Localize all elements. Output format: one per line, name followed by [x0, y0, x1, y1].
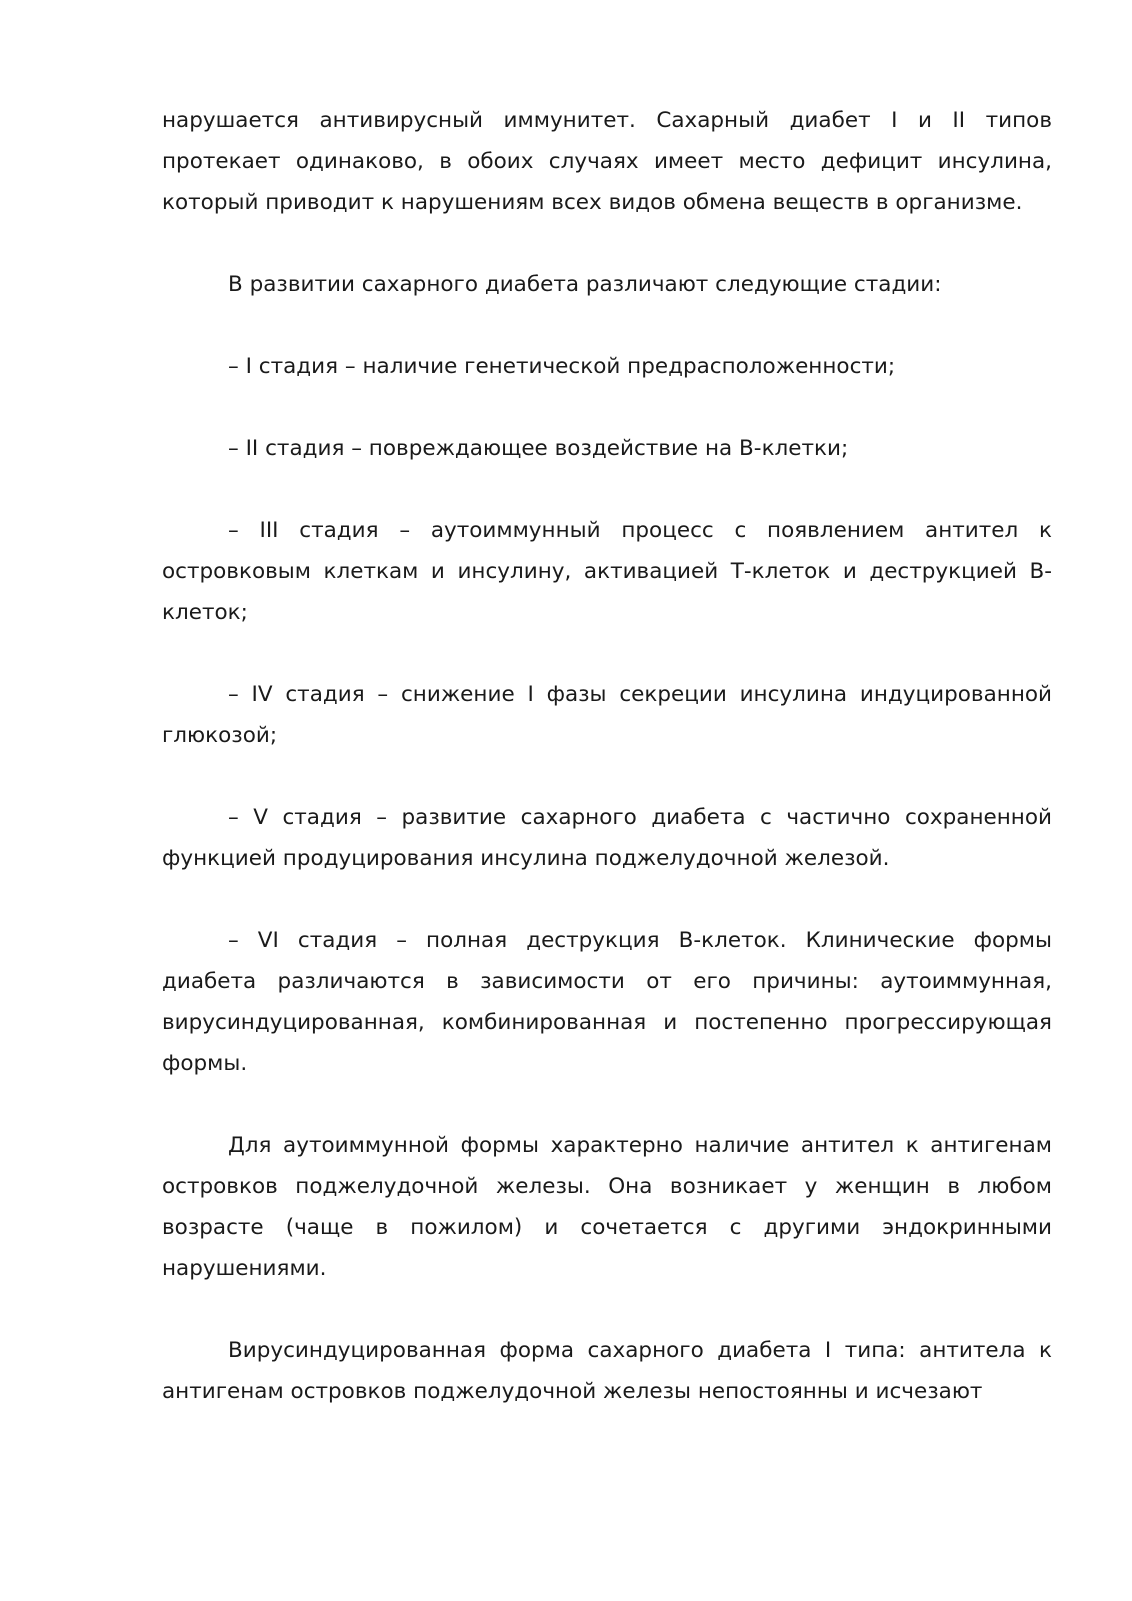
paragraph-autoimmune-form: Для аутоиммунной формы характерно наличие антител к антигенам островков поджелудочной железы. Она возникает у женщин в любом возрасте (чаще в пожилом) и сочетается с другими эндокринными нарушениями. [162, 1133, 1052, 1281]
paragraph-continuation: нарушается антивирусный иммунитет. Сахарный диабет I и II типов протекает одинаково, в обоих случаях имеет место дефицит инсулина, который приводит к нарушениям всех видов обмена веществ в организме. [162, 108, 1052, 215]
paragraph-stage-6: – VI стадия – полная деструкция В-клеток. Клинические формы диабета различаются в зависимости от его причины: аутоиммунная, вирусиндуцированная, комбинированная и постепенно прогрессирующая формы. [162, 928, 1052, 1076]
paragraph-stage-5: – V стадия – развитие сахарного диабета с частично сохраненной функцией продуцирования инсулина поджелудочной железой. [162, 805, 1052, 871]
paragraph-stages-intro: В развитии сахарного диабета различают следующие стадии: [228, 272, 942, 297]
paragraph-stage-1: – I стадия – наличие генетической предрасположенности; [228, 354, 896, 379]
paragraph-stage-3: – III стадия – аутоиммунный процесс с появлением антител к островковым клеткам и инсулину, активацией Т-клеток и деструкцией В-клеток; [162, 518, 1052, 625]
paragraph-stage-2: – II стадия – повреждающее воздействие на В-клетки; [228, 436, 849, 461]
document-body [162, 100, 1052, 1412]
paragraph-stage-4: – IV стадия – снижение I фазы секреции инсулина индуцированной глюкозой; [162, 682, 1052, 748]
paragraph-virus-induced-form: Вирусиндуцированная форма сахарного диабета I типа: антитела к антигенам островков поджелудочной железы непостоянны и исчезают [162, 1338, 1052, 1404]
